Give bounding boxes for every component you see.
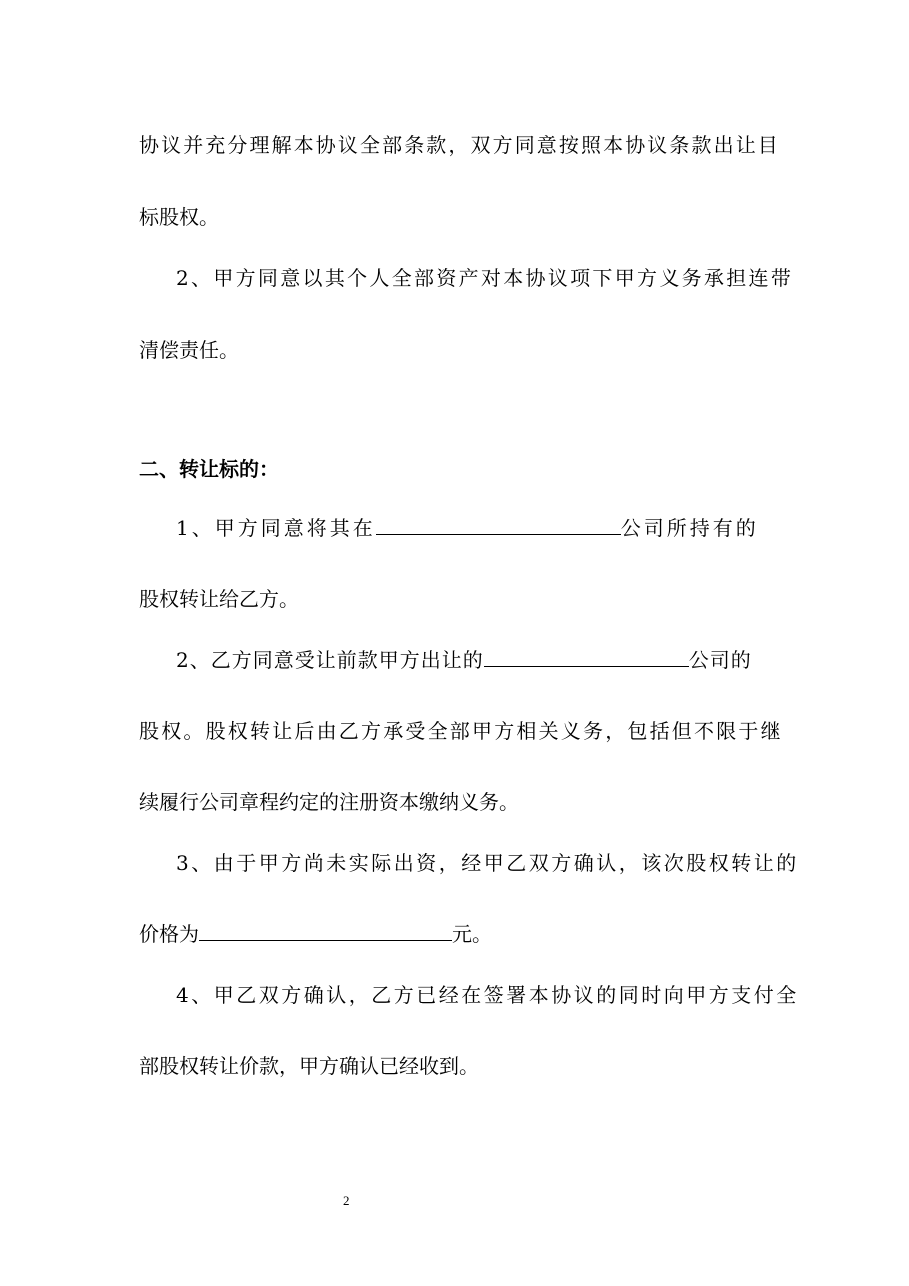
clause-line: 续履行公司章程约定的注册资本缴纳义务。	[139, 790, 519, 814]
clause-line: 部股权转让价款，甲方确认已经收到。	[139, 1054, 479, 1078]
clause-line: 3、由于甲方尚未实际出资，经甲乙双方确认，该次股权转让的	[176, 851, 799, 875]
clause-text: 2、乙方同意受让前款甲方出让的	[176, 648, 484, 672]
clause-text: 公司的	[688, 648, 752, 672]
clause-text: 价格为	[139, 922, 199, 946]
fill-in-blank	[199, 922, 452, 941]
clause-line: 股权。股权转让后由乙方承受全部甲方相关义务，包括但不限于继	[139, 719, 783, 743]
paragraph-line: 2、甲方同意以其个人全部资产对本协议项下甲方义务承担连带	[176, 266, 794, 290]
clause-line	[176, 514, 759, 542]
clause-text: 公司所持有的	[620, 516, 759, 540]
clause-line	[176, 646, 752, 674]
clause-text: 元。	[452, 922, 492, 946]
paragraph-line: 协议并充分理解本协议全部条款，双方同意按照本协议条款出让目	[139, 133, 780, 157]
fill-in-blank	[484, 648, 689, 667]
clause-line: 股权转让给乙方。	[139, 587, 299, 611]
fill-in-blank	[376, 516, 621, 535]
clause-line	[139, 920, 492, 948]
page-number: 2	[343, 1193, 350, 1208]
paragraph-line: 标股权。	[139, 205, 219, 229]
section-heading: 二、转让标的：	[139, 457, 279, 481]
clause-text: 1、甲方同意将其在	[176, 516, 376, 540]
clause-line: 4、甲乙双方确认，乙方已经在签署本协议的同时向甲方支付全	[176, 983, 799, 1007]
paragraph-line: 清偿责任。	[139, 338, 239, 362]
